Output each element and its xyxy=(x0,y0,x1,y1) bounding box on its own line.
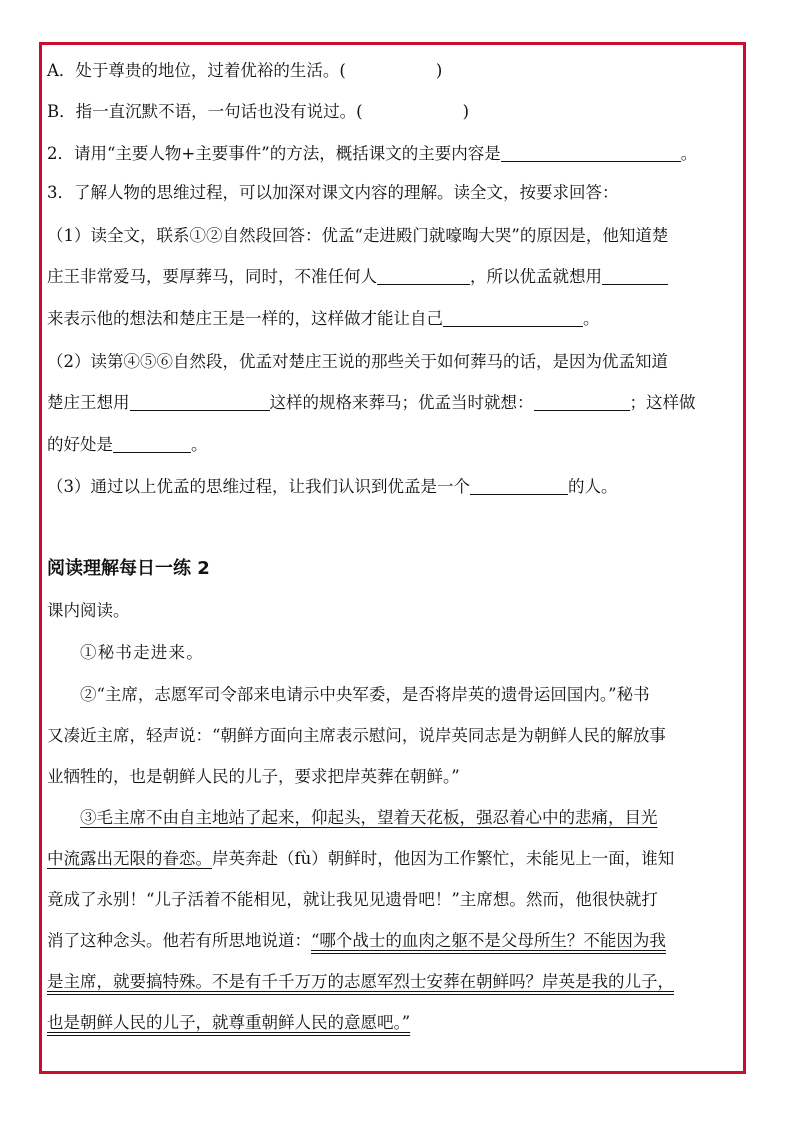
answer-slot-a[interactable] xyxy=(346,63,436,79)
paragraph-2-line3: 业牺牲的，也是朝鲜人民的儿子，要求把岸英葬在朝鲜。” xyxy=(47,767,460,786)
paragraph-3-line5: 是主席，就要搞特殊。不是有千千万万的志愿军烈士安葬在朝鲜吗？岸英是我的儿子， xyxy=(47,972,674,991)
blank-summary[interactable] xyxy=(501,145,681,162)
paragraph-3-line1: ③毛主席不由自主地站了起来，仰起头，望着天花板，强忍着心中的悲痛，目光 xyxy=(80,808,658,827)
blank-benefit[interactable] xyxy=(113,436,191,453)
q3-part1-line2: 庄王非常爱马，要厚葬马，同时，不准任何人 ，所以优孟就想用 xyxy=(47,266,668,288)
blank-self[interactable] xyxy=(443,310,583,327)
q3-part2-line3: 的好处是 。 xyxy=(47,435,208,454)
section-subtitle: 课内阅读。 xyxy=(47,601,130,620)
answer-slot-b[interactable] xyxy=(363,104,463,120)
paragraph-1: ①秘书走进来。 xyxy=(80,643,204,662)
double-underlined-quote: “哪个战士的血肉之躯不是父母所生？不能因为我 xyxy=(311,931,666,950)
question-2: 2．请用“主要人物+主要事件”的方法，概括课文的主要内容是 。 xyxy=(47,144,698,163)
q3-part3: （3）通过以上优孟的思维过程，让我们认识到优孟是一个 的人。 xyxy=(47,477,618,496)
q3-part1-line3: 来表示他的想法和楚庄王是一样的，这样做才能让自己 。 xyxy=(47,309,600,328)
option-a: A．处于尊贵的地位，过着优裕的生活。( ) xyxy=(47,61,443,80)
question-3-intro: 3．了解人物的思维过程，可以加深对课文内容的理解。读全文，按要求回答： xyxy=(47,183,619,202)
paragraph-3-line6: 也是朝鲜人民的儿子，就尊重朝鲜人民的意愿吧。” xyxy=(47,1013,411,1032)
blank-method[interactable] xyxy=(602,268,668,285)
paragraph-3-line3: 竟成了永别！“儿子活着不能相见，就让我见见遗骨吧！”主席想。然而，他很快就打 xyxy=(47,890,658,909)
blank-character[interactable] xyxy=(470,478,568,495)
blank-forbid[interactable] xyxy=(377,268,470,285)
section-title: 阅读理解每日一练 2 xyxy=(47,558,210,579)
underlined-phrase: 中流露出无限的眷恋。 xyxy=(47,849,212,868)
paragraph-2-line1: ②“主席，志愿军司令部来电请示中央军委，是否将岸英的遗骨运回国内。”秘书 xyxy=(80,685,650,704)
paragraph-2-line2: 又凑近主席，轻声说：“朝鲜方面向主席表示慰问，说岸英同志是为朝鲜人民的解放事 xyxy=(47,726,666,745)
q3-part2-line1: （2）读第④⑤⑥自然段，优孟对楚庄王说的那些关于如何葬马的话，是因为优孟知道 xyxy=(47,352,668,371)
paragraph-3-line4: 消了这种念头。他若有所思地说道：“哪个战士的血肉之躯不是父母所生？不能因为我 xyxy=(47,931,666,950)
q3-part2-line2: 楚庄王想用 这样的规格来葬马；优孟当时就想： ；这样做 xyxy=(47,393,696,412)
blank-thought[interactable] xyxy=(534,394,630,411)
option-b: B．指一直沉默不语，一句话也没有说过。( ) xyxy=(47,102,469,121)
paragraph-3-line2: 中流露出无限的眷恋。岸英奔赴（fù）朝鲜时，他因为工作繁忙，未能见上一面，谁知 xyxy=(47,849,675,868)
blank-standard[interactable] xyxy=(130,394,270,411)
q3-part1-line1: （1）读全文，联系①②自然段回答：优孟“走进殿门就嚎啕大哭”的原因是，他知道楚 xyxy=(47,226,669,245)
